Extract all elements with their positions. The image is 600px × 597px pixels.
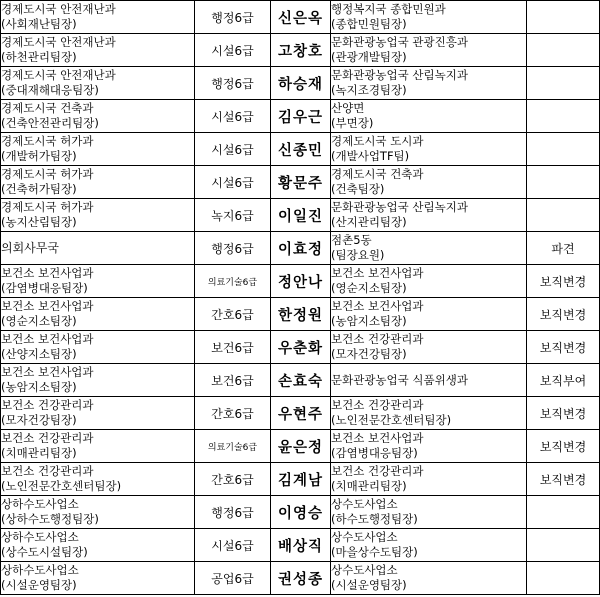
current-department: 보건소 보건사업과 xyxy=(1,332,94,346)
remark-cell xyxy=(527,133,600,166)
new-posting-cell xyxy=(331,232,527,265)
table-row xyxy=(1,265,600,298)
table-row xyxy=(1,34,600,67)
grade-cell: 행정6급 xyxy=(195,1,271,34)
new-department: 상수도사업소 xyxy=(331,497,398,511)
new-position: (팀장요원) xyxy=(331,248,385,262)
new-department: 경제도시국 도시과 xyxy=(331,134,424,148)
current-position: (농지산림팀장) xyxy=(1,215,77,229)
current-department: 경제도시국 안전재난과 xyxy=(1,2,116,16)
new-position: (감염병대응팀장) xyxy=(331,446,418,460)
remark-cell: 보직부여 xyxy=(527,364,600,397)
remark-cell xyxy=(527,562,600,595)
employee-name-cell: 이효정 xyxy=(271,232,331,265)
new-department: 점촌5동 xyxy=(331,233,372,247)
grade-cell: 행정6급 xyxy=(195,232,271,265)
grade-cell: 시설6급 xyxy=(195,100,271,133)
new-position: (노인전문간호센터팀장) xyxy=(331,413,452,427)
table-row xyxy=(1,199,600,232)
grade-cell: 행정6급 xyxy=(195,67,271,100)
table-row xyxy=(1,331,600,364)
remark-cell: 보직변경 xyxy=(527,298,600,331)
grade-cell: 의료기술6급 xyxy=(195,430,271,463)
new-posting-cell xyxy=(331,133,527,166)
current-department: 보건소 건강관리과 xyxy=(1,464,94,478)
employee-name-cell: 우춘화 xyxy=(271,331,331,364)
current-posting-cell xyxy=(1,133,195,166)
employee-name-cell: 고창호 xyxy=(271,34,331,67)
new-position: (영순지소팀장) xyxy=(331,281,407,295)
new-position: (모자건강팀장) xyxy=(331,347,407,361)
remark-cell: 보직변경 xyxy=(527,397,600,430)
table-row xyxy=(1,397,600,430)
table-row xyxy=(1,430,600,463)
employee-name-cell: 김우근 xyxy=(271,100,331,133)
current-posting-cell xyxy=(1,430,195,463)
grade-cell: 시설6급 xyxy=(195,166,271,199)
employee-name-cell: 한정원 xyxy=(271,298,331,331)
remark-cell: 보직변경 xyxy=(527,265,600,298)
grade-cell: 간호6급 xyxy=(195,298,271,331)
table-row xyxy=(1,298,600,331)
current-department: 보건소 보건사업과 xyxy=(1,266,94,280)
employee-name-cell: 이영승 xyxy=(271,496,331,529)
new-department: 보건소 건강관리과 xyxy=(331,464,424,478)
grade-cell: 간호6급 xyxy=(195,397,271,430)
grade-cell: 간호6급 xyxy=(195,463,271,496)
table-row xyxy=(1,133,600,166)
grade-cell: 의료기술6급 xyxy=(195,265,271,298)
table-row xyxy=(1,496,600,529)
current-position: (노인전문간호센터팀장) xyxy=(1,479,122,493)
new-position: (농암지소팀장) xyxy=(331,314,407,328)
new-department: 상수도사업소 xyxy=(331,563,398,577)
current-posting-cell xyxy=(1,100,195,133)
new-position: (부면장) xyxy=(331,116,374,130)
new-position: (시설운영팀장) xyxy=(331,578,407,592)
new-posting-cell xyxy=(331,364,527,397)
grade-cell: 보건6급 xyxy=(195,331,271,364)
new-posting-cell xyxy=(331,331,527,364)
new-posting-cell xyxy=(331,562,527,595)
remark-cell xyxy=(527,166,600,199)
table-row xyxy=(1,562,600,595)
new-department: 보건소 보건사업과 xyxy=(331,431,424,445)
current-posting-cell xyxy=(1,496,195,529)
current-posting-cell xyxy=(1,298,195,331)
current-position: (중대재해대응팀장) xyxy=(1,83,99,97)
new-posting-cell xyxy=(331,397,527,430)
table-row xyxy=(1,232,600,265)
grade-cell: 보건6급 xyxy=(195,364,271,397)
current-position: (상하수도행정팀장) xyxy=(1,512,99,526)
employee-name-cell: 신종민 xyxy=(271,133,331,166)
table-row xyxy=(1,529,600,562)
current-posting-cell xyxy=(1,1,195,34)
new-department: 보건소 건강관리과 xyxy=(331,398,424,412)
current-position: (영순지소팀장) xyxy=(1,314,77,328)
current-department: 보건소 보건사업과 xyxy=(1,299,94,313)
new-department: 문화관광농업국 산림녹지과 xyxy=(331,200,468,214)
employee-name-cell: 정안나 xyxy=(271,265,331,298)
table-row xyxy=(1,166,600,199)
new-department: 행정복지국 종합민원과 xyxy=(331,2,446,16)
grade-cell: 시설6급 xyxy=(195,529,271,562)
current-department: 보건소 건강관리과 xyxy=(1,398,94,412)
current-posting-cell xyxy=(1,166,195,199)
new-posting-cell xyxy=(331,496,527,529)
current-department: 보건소 보건사업과 xyxy=(1,365,94,379)
current-posting-cell xyxy=(1,34,195,67)
table-row xyxy=(1,67,600,100)
new-position: (산지관리팀장) xyxy=(331,215,407,229)
new-department: 산양면 xyxy=(331,101,365,115)
new-department: 문화관광농업국 산림녹지과 xyxy=(331,68,468,82)
employee-name-cell: 신은옥 xyxy=(271,1,331,34)
current-posting-cell xyxy=(1,199,195,232)
remark-cell xyxy=(527,67,600,100)
employee-name-cell: 손효숙 xyxy=(271,364,331,397)
current-department: 상하수도사업소 xyxy=(1,530,79,544)
remark-cell xyxy=(527,199,600,232)
new-posting-cell xyxy=(331,67,527,100)
new-department: 상수도사업소 xyxy=(331,530,398,544)
employee-name-cell: 황문주 xyxy=(271,166,331,199)
employee-name-cell: 김계남 xyxy=(271,463,331,496)
current-department: 보건소 건강관리과 xyxy=(1,431,94,445)
current-department: 경제도시국 허가과 xyxy=(1,134,94,148)
new-position: (녹지조경팀장) xyxy=(331,83,407,97)
new-position: (종합민원팀장) xyxy=(331,17,407,31)
employee-name-cell: 하승재 xyxy=(271,67,331,100)
new-department: 문화관광농업국 식품위생과 xyxy=(331,372,468,387)
current-posting-cell xyxy=(1,463,195,496)
employee-name-cell: 윤은정 xyxy=(271,430,331,463)
new-department: 보건소 건강관리과 xyxy=(331,332,424,346)
new-position: (하수도행정팀장) xyxy=(331,512,418,526)
new-posting-cell xyxy=(331,166,527,199)
employee-name-cell: 우현주 xyxy=(271,397,331,430)
remark-cell xyxy=(527,34,600,67)
current-position: (건축안전관리팀장) xyxy=(1,116,99,130)
current-position: (치매관리팀장) xyxy=(1,446,77,460)
remark-cell xyxy=(527,496,600,529)
table-row xyxy=(1,1,600,34)
current-position: (하천관리팀장) xyxy=(1,50,77,64)
current-department: 경제도시국 안전재난과 xyxy=(1,68,116,82)
employee-name-cell: 권성종 xyxy=(271,562,331,595)
current-posting-cell xyxy=(1,265,195,298)
remark-cell xyxy=(527,1,600,34)
current-posting-cell xyxy=(1,67,195,100)
current-position: (모자건강팀장) xyxy=(1,413,77,427)
new-posting-cell xyxy=(331,199,527,232)
table-row xyxy=(1,100,600,133)
remark-cell: 보직변경 xyxy=(527,331,600,364)
personnel-table-body xyxy=(1,1,600,595)
new-department: 보건소 보건사업과 xyxy=(331,266,424,280)
current-posting-cell xyxy=(1,364,195,397)
grade-cell: 시설6급 xyxy=(195,34,271,67)
new-posting-cell xyxy=(331,529,527,562)
new-posting-cell xyxy=(331,298,527,331)
current-department: 경제도시국 허가과 xyxy=(1,200,94,214)
new-department: 문화관광농업국 관광진흥과 xyxy=(331,35,468,49)
current-department: 경제도시국 건축과 xyxy=(1,101,94,115)
current-posting-cell xyxy=(1,397,195,430)
current-department: 경제도시국 안전재난과 xyxy=(1,35,116,49)
new-posting-cell xyxy=(331,100,527,133)
remark-cell: 보직변경 xyxy=(527,430,600,463)
table-row xyxy=(1,463,600,496)
remark-cell: 보직변경 xyxy=(527,463,600,496)
new-position: (개발사업TF팀) xyxy=(331,149,410,163)
current-posting-cell xyxy=(1,331,195,364)
new-position: (치매관리팀장) xyxy=(331,479,407,493)
grade-cell: 시설6급 xyxy=(195,133,271,166)
new-position: (관광개발팀장) xyxy=(331,50,407,64)
current-position: (개발허가팀장) xyxy=(1,149,77,163)
new-position: (마을상수도팀장) xyxy=(331,545,418,559)
employee-name-cell: 이일진 xyxy=(271,199,331,232)
grade-cell: 녹지6급 xyxy=(195,199,271,232)
new-posting-cell xyxy=(331,463,527,496)
new-department: 경제도시국 건축과 xyxy=(331,167,424,181)
remark-cell xyxy=(527,100,600,133)
current-position: (상수도시설팀장) xyxy=(1,545,88,559)
new-posting-cell xyxy=(331,430,527,463)
current-department: 상하수도사업소 xyxy=(1,563,79,577)
current-position: (감염병대응팀장) xyxy=(1,281,88,295)
new-department: 보건소 보건사업과 xyxy=(331,299,424,313)
current-department: 의회사무국 xyxy=(1,240,59,255)
grade-cell: 행정6급 xyxy=(195,496,271,529)
current-position: (사회재난팀장) xyxy=(1,17,77,31)
current-position: (산양지소팀장) xyxy=(1,347,77,361)
current-department: 경제도시국 허가과 xyxy=(1,167,94,181)
new-posting-cell xyxy=(331,34,527,67)
new-position: (건축팀장) xyxy=(331,182,385,196)
new-posting-cell xyxy=(331,1,527,34)
current-posting-cell xyxy=(1,562,195,595)
grade-cell: 공업6급 xyxy=(195,562,271,595)
current-posting-cell xyxy=(1,232,195,265)
current-position: (건축허가팀장) xyxy=(1,182,77,196)
current-department: 상하수도사업소 xyxy=(1,497,79,511)
remark-cell xyxy=(527,529,600,562)
employee-name-cell: 배상직 xyxy=(271,529,331,562)
current-posting-cell xyxy=(1,529,195,562)
current-position: (농암지소팀장) xyxy=(1,380,77,394)
current-position: (시설운영팀장) xyxy=(1,578,77,592)
table-row xyxy=(1,364,600,397)
new-posting-cell xyxy=(331,265,527,298)
remark-cell: 파견 xyxy=(527,232,600,265)
